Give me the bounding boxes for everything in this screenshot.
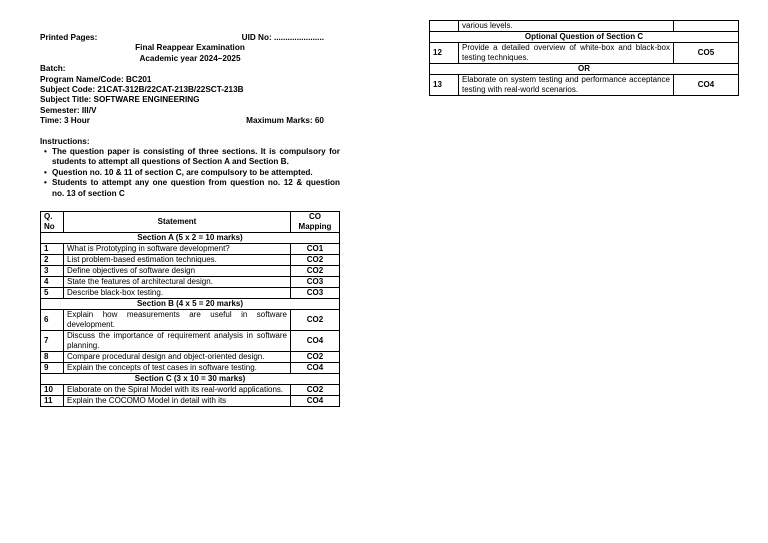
col-co: CO Mapping [291, 212, 340, 233]
semester: Semester: III/V [40, 105, 97, 115]
table-row: 1 What is Prototyping in software development? CO1 [41, 244, 340, 255]
exam-title: Final Reappear Examination [135, 43, 245, 53]
academic-year: Academic year 2024–2025 [139, 53, 241, 63]
table-row: 12 Provide a detailed overview of white-box and black-box testing techniques. CO5 [430, 43, 739, 64]
section-b-title: Section B (4 x 5 = 20 marks) [41, 299, 340, 310]
time-row [40, 116, 340, 126]
uid-field: UID No: ...................... [241, 33, 324, 42]
subject-title: Subject Title: SOFTWARE ENGINEERING [40, 95, 200, 105]
table-row: 13 Elaborate on system testing and performance acceptance testing with real-world scenarios. CO4 [430, 75, 739, 96]
col-statement: Statement [64, 212, 291, 233]
subject-code: Subject Code: 21CAT-312B/22CAT-213B/22SCT-213B [40, 85, 244, 95]
max-marks: Maximum Marks: 60 [246, 116, 324, 126]
table-row: 9 Explain the concepts of test cases in software testing. CO4 [41, 363, 340, 374]
optional-questions-table [429, 20, 739, 96]
table-row: 10 Elaborate on the Spiral Model with its real-world applications. CO2 [41, 385, 340, 396]
table-row: 4 State the features of architectural design. CO3 [41, 277, 340, 288]
or-label: OR [430, 64, 739, 75]
table-header [41, 212, 340, 233]
col-qno: Q. No [41, 212, 64, 233]
instruction-item: • Students to attempt any one question from question no. 12 & question no. 13 of section C [52, 178, 340, 199]
batch: Batch: [40, 64, 66, 74]
left-page [40, 33, 340, 407]
table-row: 7 Discuss the importance of requirement analysis in software planning. CO4 [41, 331, 340, 352]
table-row: 2 List problem-based estimation techniques. CO2 [41, 255, 340, 266]
time: Time: 3 Hour [40, 116, 90, 126]
right-page [429, 20, 739, 96]
table-row: 11 Explain the COCOMO Model in detail with its CO4 [41, 396, 340, 407]
continued-text: various levels. [459, 21, 674, 32]
instructions-title: Instructions: [40, 136, 90, 146]
instruction-item: • The question paper is consisting of three sections. It is compulsory for students to attempt all questions of Section A and Section B. [52, 147, 340, 168]
table-row: 8 Compare procedural design and object-oriented design. CO2 [41, 352, 340, 363]
questions-table [40, 211, 340, 407]
instruction-item: • Question no. 10 & 11 of section C, are compulsory to be attempted. [52, 168, 340, 178]
program: Program Name/Code: BC201 [40, 74, 152, 84]
optional-section-title: Optional Question of Section C [430, 32, 739, 43]
table-row [430, 21, 739, 32]
table-row: 3 Define objectives of software design CO2 [41, 266, 340, 277]
header-row [40, 33, 340, 43]
section-a-title: Section A (5 x 2 = 10 marks) [41, 233, 340, 244]
table-row: 5 Describe black-box testing. CO3 [41, 288, 340, 299]
instructions-list [40, 147, 340, 199]
printed-pages: Printed Pages: [40, 33, 98, 42]
table-row: 6 Explain how measurements are useful in software development. CO2 [41, 310, 340, 331]
section-c-title: Section C (3 x 10 = 30 marks) [41, 374, 340, 385]
